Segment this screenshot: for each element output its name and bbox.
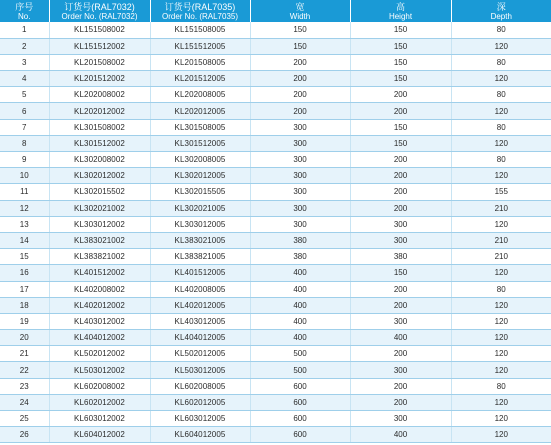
order-no-ral7032: KL202008002	[49, 87, 150, 103]
depth-cell: 120	[451, 103, 551, 119]
width-cell: 600	[250, 394, 350, 410]
depth-cell: 210	[451, 200, 551, 216]
order-no-ral7035: KL502012005	[150, 346, 250, 362]
table-row	[0, 378, 551, 394]
table-body	[0, 22, 551, 443]
table-row	[0, 249, 551, 265]
order-no-ral7032: KL383021002	[49, 232, 150, 248]
order-no-ral7032: KL402012002	[49, 297, 150, 313]
order-no-ral7032: KL302021002	[49, 200, 150, 216]
table-row	[0, 119, 551, 135]
table-row	[0, 200, 551, 216]
height-cell: 200	[350, 394, 451, 410]
height-cell: 400	[350, 330, 451, 346]
order-no-ral7032: KL301508002	[49, 119, 150, 135]
depth-cell: 120	[451, 71, 551, 87]
order-no-ral7035: KL383021005	[150, 232, 250, 248]
depth-cell: 120	[451, 297, 551, 313]
order-no-ral7035: KL301508005	[150, 119, 250, 135]
height-cell: 150	[350, 54, 451, 70]
row-number: 13	[0, 216, 49, 232]
row-number: 25	[0, 411, 49, 427]
order-no-ral7035: KL202012005	[150, 103, 250, 119]
order-no-ral7035: KL201508005	[150, 54, 250, 70]
depth-cell: 120	[451, 38, 551, 54]
header-height	[350, 0, 451, 22]
depth-cell: 80	[451, 378, 551, 394]
header-height-cn: 高	[395, 1, 405, 12]
header-depth-cn: 深	[496, 1, 506, 12]
table-row	[0, 87, 551, 103]
depth-cell: 210	[451, 232, 551, 248]
order-no-ral7035: KL402012005	[150, 297, 250, 313]
table-header	[0, 0, 551, 22]
row-number: 11	[0, 184, 49, 200]
height-cell: 150	[350, 119, 451, 135]
order-no-ral7035: KL301512005	[150, 135, 250, 151]
row-number: 3	[0, 54, 49, 70]
row-number: 19	[0, 313, 49, 329]
height-cell: 300	[350, 313, 451, 329]
order-no-ral7035: KL402008005	[150, 281, 250, 297]
order-no-ral7032: KL402008002	[49, 281, 150, 297]
width-cell: 300	[250, 184, 350, 200]
order-no-ral7035: KL302012005	[150, 168, 250, 184]
table-row	[0, 346, 551, 362]
height-cell: 150	[350, 135, 451, 151]
width-cell: 400	[250, 313, 350, 329]
table-row	[0, 216, 551, 232]
height-cell: 200	[350, 87, 451, 103]
order-no-ral7032: KL151508002	[49, 22, 150, 38]
order-no-ral7032: KL302008002	[49, 152, 150, 168]
width-cell: 300	[250, 168, 350, 184]
order-no-ral7035: KL401512005	[150, 265, 250, 281]
width-cell: 300	[250, 216, 350, 232]
order-no-ral7032: KL151512002	[49, 38, 150, 54]
width-cell: 500	[250, 346, 350, 362]
row-number: 12	[0, 200, 49, 216]
order-no-ral7032: KL302012002	[49, 168, 150, 184]
row-number: 20	[0, 330, 49, 346]
header-no-cn: 序号	[15, 1, 34, 12]
width-cell: 150	[250, 38, 350, 54]
row-number: 17	[0, 281, 49, 297]
order-no-ral7035: KL303012005	[150, 216, 250, 232]
table-row	[0, 265, 551, 281]
row-number: 6	[0, 103, 49, 119]
order-no-ral7032: KL401512002	[49, 265, 150, 281]
order-no-ral7035: KL151508005	[150, 22, 250, 38]
row-number: 18	[0, 297, 49, 313]
height-cell: 200	[350, 378, 451, 394]
table-row	[0, 22, 551, 38]
table-row	[0, 168, 551, 184]
depth-cell: 80	[451, 54, 551, 70]
header-row	[0, 0, 551, 22]
width-cell: 200	[250, 54, 350, 70]
height-cell: 300	[350, 362, 451, 378]
depth-cell: 120	[451, 216, 551, 232]
width-cell: 400	[250, 281, 350, 297]
width-cell: 600	[250, 411, 350, 427]
order-no-ral7032: KL503012002	[49, 362, 150, 378]
order-no-ral7032: KL383821002	[49, 249, 150, 265]
row-number: 21	[0, 346, 49, 362]
depth-cell: 120	[451, 135, 551, 151]
order-no-ral7032: KL303012002	[49, 216, 150, 232]
depth-cell: 120	[451, 427, 551, 443]
order-no-ral7035: KL503012005	[150, 362, 250, 378]
height-cell: 150	[350, 71, 451, 87]
depth-cell: 80	[451, 22, 551, 38]
order-no-ral7035: KL604012005	[150, 427, 250, 443]
order-no-ral7032: KL201508002	[49, 54, 150, 70]
header-order-ral7032-cn: 订货号(RAL7032)	[64, 1, 135, 12]
table-row	[0, 54, 551, 70]
table-row	[0, 232, 551, 248]
order-no-ral7032: KL302015502	[49, 184, 150, 200]
table-row	[0, 184, 551, 200]
width-cell: 400	[250, 265, 350, 281]
height-cell: 200	[350, 184, 451, 200]
header-order-ral7035-en: Order No. (RAL7035)	[161, 11, 239, 21]
table-row	[0, 313, 551, 329]
table-row	[0, 281, 551, 297]
height-cell: 200	[350, 346, 451, 362]
header-width	[250, 0, 350, 22]
width-cell: 400	[250, 297, 350, 313]
depth-cell: 120	[451, 411, 551, 427]
header-order-ral7035-cn: 订货号(RAL7035)	[164, 1, 236, 12]
header-no	[0, 0, 49, 22]
height-cell: 300	[350, 232, 451, 248]
depth-cell: 120	[451, 330, 551, 346]
row-number: 22	[0, 362, 49, 378]
width-cell: 200	[250, 87, 350, 103]
order-no-ral7035: KL603012005	[150, 411, 250, 427]
table-row	[0, 38, 551, 54]
depth-cell: 80	[451, 281, 551, 297]
row-number: 10	[0, 168, 49, 184]
height-cell: 150	[350, 265, 451, 281]
width-cell: 300	[250, 119, 350, 135]
width-cell: 400	[250, 330, 350, 346]
order-no-ral7035: KL201512005	[150, 71, 250, 87]
order-no-ral7035: KL302021005	[150, 200, 250, 216]
depth-cell: 80	[451, 152, 551, 168]
depth-cell: 210	[451, 249, 551, 265]
row-number: 24	[0, 394, 49, 410]
width-cell: 300	[250, 135, 350, 151]
table-row	[0, 135, 551, 151]
header-order-ral7032-en: Order No. (RAL7032)	[61, 11, 138, 21]
table-row	[0, 394, 551, 410]
order-no-ral7032: KL602012002	[49, 394, 150, 410]
table-row	[0, 103, 551, 119]
depth-cell: 120	[451, 313, 551, 329]
row-number: 26	[0, 427, 49, 443]
table-row	[0, 152, 551, 168]
header-width-cn: 宽	[295, 1, 305, 12]
height-cell: 380	[350, 249, 451, 265]
order-no-ral7032: KL301512002	[49, 135, 150, 151]
table-row	[0, 411, 551, 427]
width-cell: 380	[250, 232, 350, 248]
height-cell: 150	[350, 22, 451, 38]
height-cell: 300	[350, 216, 451, 232]
header-depth-en: Depth	[490, 11, 512, 21]
header-no-en: No.	[18, 11, 31, 21]
order-no-ral7032: KL502012002	[49, 346, 150, 362]
order-no-ral7035: KL302015505	[150, 184, 250, 200]
order-no-ral7032: KL201512002	[49, 71, 150, 87]
depth-cell: 120	[451, 362, 551, 378]
table-row	[0, 297, 551, 313]
header-depth	[451, 0, 551, 22]
width-cell: 300	[250, 200, 350, 216]
width-cell: 150	[250, 22, 350, 38]
table-row	[0, 362, 551, 378]
row-number: 4	[0, 71, 49, 87]
height-cell: 400	[350, 427, 451, 443]
row-number: 8	[0, 135, 49, 151]
depth-cell: 80	[451, 87, 551, 103]
row-number: 16	[0, 265, 49, 281]
order-no-ral7035: KL602012005	[150, 394, 250, 410]
depth-cell: 80	[451, 119, 551, 135]
row-number: 7	[0, 119, 49, 135]
depth-cell: 155	[451, 184, 551, 200]
width-cell: 300	[250, 152, 350, 168]
depth-cell: 120	[451, 346, 551, 362]
order-no-ral7035: KL403012005	[150, 313, 250, 329]
width-cell: 600	[250, 378, 350, 394]
order-no-ral7032: KL403012002	[49, 313, 150, 329]
order-no-ral7032: KL604012002	[49, 427, 150, 443]
height-cell: 300	[350, 411, 451, 427]
width-cell: 380	[250, 249, 350, 265]
order-no-ral7035: KL302008005	[150, 152, 250, 168]
height-cell: 200	[350, 152, 451, 168]
row-number: 5	[0, 87, 49, 103]
order-no-ral7035: KL202008005	[150, 87, 250, 103]
row-number: 15	[0, 249, 49, 265]
width-cell: 500	[250, 362, 350, 378]
row-number: 14	[0, 232, 49, 248]
height-cell: 200	[350, 200, 451, 216]
order-no-ral7032: KL404012002	[49, 330, 150, 346]
depth-cell: 120	[451, 394, 551, 410]
order-no-ral7035: KL151512005	[150, 38, 250, 54]
height-cell: 200	[350, 168, 451, 184]
header-order-ral7032	[49, 0, 150, 22]
height-cell: 200	[350, 297, 451, 313]
header-height-en: Height	[388, 11, 413, 21]
height-cell: 200	[350, 281, 451, 297]
header-width-en: Width	[289, 11, 311, 21]
header-order-ral7035	[150, 0, 250, 22]
order-no-ral7035: KL383821005	[150, 249, 250, 265]
height-cell: 150	[350, 38, 451, 54]
height-cell: 200	[350, 103, 451, 119]
depth-cell: 120	[451, 265, 551, 281]
width-cell: 600	[250, 427, 350, 443]
table-row	[0, 71, 551, 87]
order-no-ral7032: KL603012002	[49, 411, 150, 427]
table-row	[0, 330, 551, 346]
row-number: 2	[0, 38, 49, 54]
row-number: 1	[0, 22, 49, 38]
order-no-ral7032: KL602008002	[49, 378, 150, 394]
row-number: 23	[0, 378, 49, 394]
order-no-ral7035: KL602008005	[150, 378, 250, 394]
row-number: 9	[0, 152, 49, 168]
width-cell: 200	[250, 103, 350, 119]
table-row	[0, 427, 551, 443]
width-cell: 200	[250, 71, 350, 87]
depth-cell: 120	[451, 168, 551, 184]
order-no-ral7035: KL404012005	[150, 330, 250, 346]
order-no-ral7032: KL202012002	[49, 103, 150, 119]
